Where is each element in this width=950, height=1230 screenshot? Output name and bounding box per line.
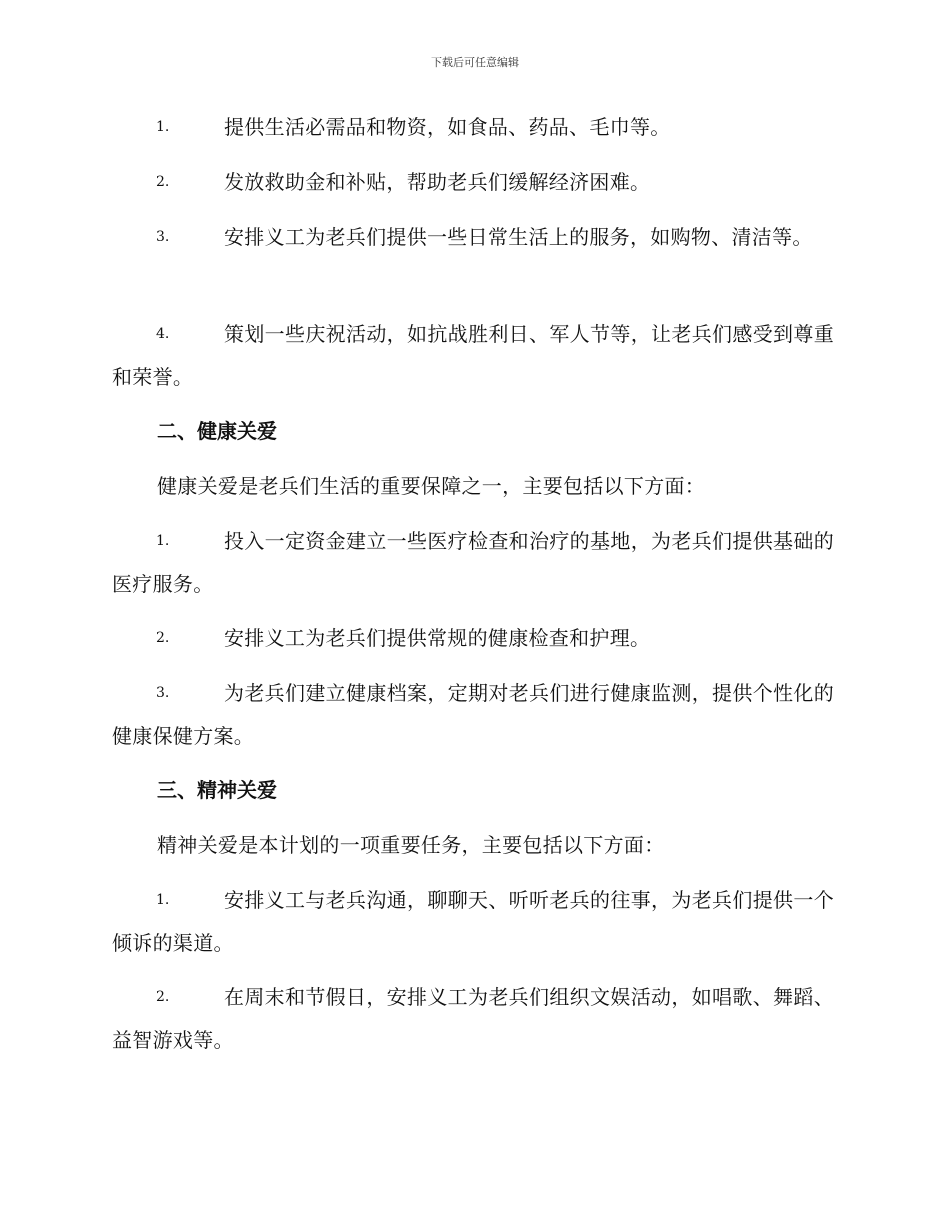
list-item [112,617,834,660]
section-heading: 三、精神关爱 [157,778,277,802]
page-header: 下载后可任意编辑 [431,56,519,69]
list-text: 提供生活必需品和物资，如食品、药品、毛巾等。 [224,115,671,139]
list-text: 在周末和节假日，安排义工为老兵们组织文娱活动，如唱歌、舞蹈、益智游戏等。 [112,985,834,1052]
list-text: 安排义工与老兵沟通，聊聊天、听听老兵的往事，为老兵们提供一个倾诉的渠道。 [112,888,834,955]
list-item [112,106,834,149]
list-item [112,976,834,1062]
list-item [112,879,834,965]
list-number: 3. [156,229,170,245]
section-heading: 二、健康关爱 [157,419,277,443]
list-number: 1. [156,533,170,549]
list-text: 策划一些庆祝活动，如抗战胜利日、军人节等，让老兵们感受到尊重和荣誉。 [112,322,834,389]
list-item [112,672,834,758]
list-item [112,161,834,204]
list-text: 安排义工为老兵们提供常规的健康检查和护理。 [224,626,651,650]
list-item [112,520,834,606]
list-number: 2. [156,989,170,1005]
list-item [112,216,834,259]
list-number: 3. [156,685,170,701]
list-text: 安排义工为老兵们提供一些日常生活上的服务，如购物、清洁等。 [224,225,813,249]
list-text: 投入一定资金建立一些医疗检查和治疗的基地，为老兵们提供基础的医疗服务。 [112,529,834,596]
section-intro: 健康关爱是老兵们生活的重要保障之一，主要包括以下方面： [157,474,706,498]
list-number: 1. [156,119,170,135]
list-item [112,313,834,399]
list-number: 1. [156,892,170,908]
list-number: 4. [156,326,170,342]
list-text: 为老兵们建立健康档案，定期对老兵们进行健康监测，提供个性化的健康保健方案。 [112,681,834,748]
list-text: 发放救助金和补贴，帮助老兵们缓解经济困难。 [224,170,651,194]
section-intro: 精神关爱是本计划的一项重要任务，主要包括以下方面： [157,833,665,857]
list-number: 2. [156,174,170,190]
list-number: 2. [156,630,170,646]
